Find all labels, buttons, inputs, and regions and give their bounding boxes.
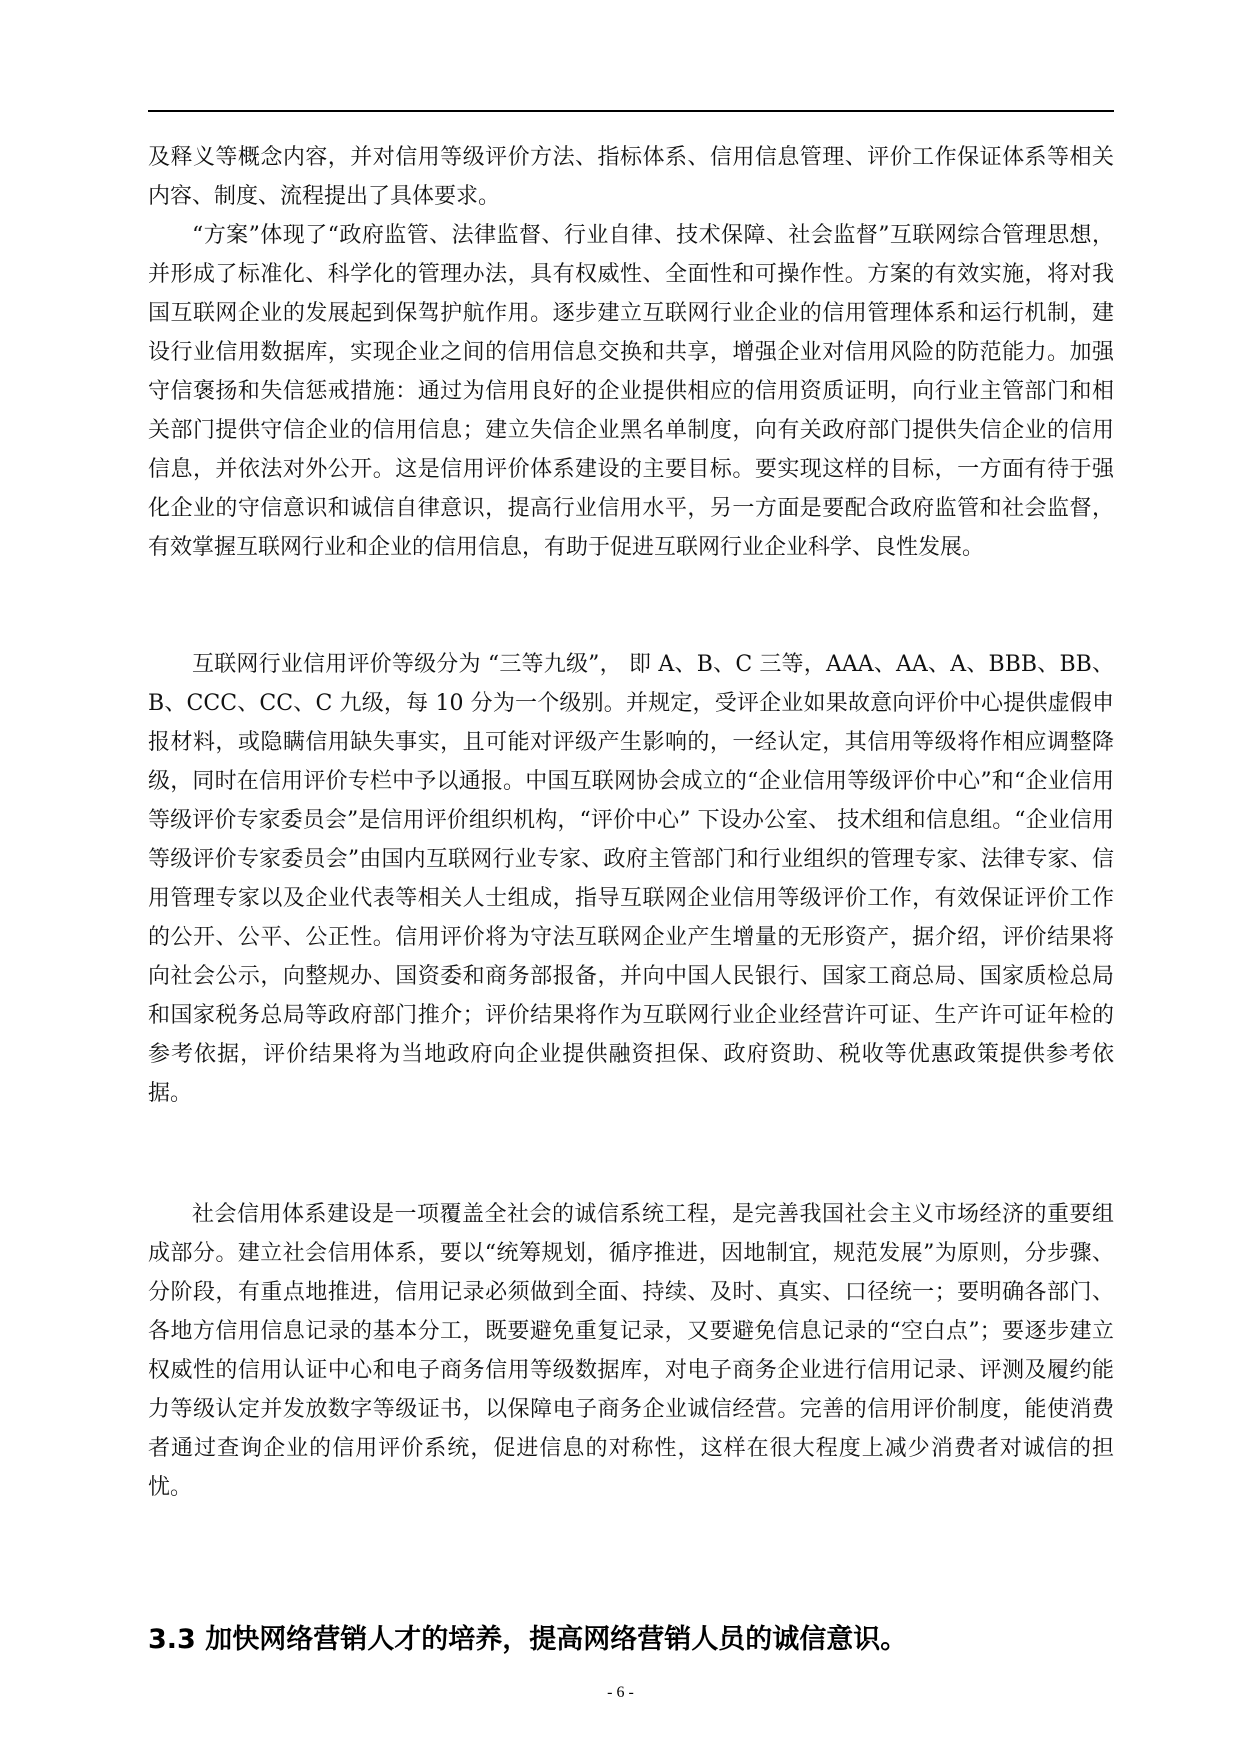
paragraph-2: “方案”体现了“政府监管、法律监督、行业自律、技术保障、社会监督”互联网综合管理思想，并形成了标准化、科学化的管理办法，具有权威性、全面性和可操作性。方案的有效实施，将对我国互联网企业的发展起到保驾护航作用。逐步建立互联网行业企业的信用管理体系和运行机制，建设行业信用数据库，实现企业之间的信用信息交换和共享，增强企业对信用风险的防范能力。加强守信褒扬和失信惩戒措施：通过为信用良好的企业提供相应的信用资质证明，向行业主管部门和相关部门提供守信企业的信用信息；建立失信企业黑名单制度，向有关政府部门提供失信企业的信用信息，并依法对外公开。这是信用评价体系建设的主要目标。要实现这样的目标，一方面有待于强化企业的守信意识和诚信自律意识，提高行业信用水平，另一方面是要配合政府监管和社会监督，有效掌握互联网行业和企业的信用信息，有助于促进互联网行业企业科学、良性发展。	[148, 223, 1114, 560]
page-number: - 6 -	[607, 1684, 634, 1701]
paragraph-4: 社会信用体系建设是一项覆盖全社会的诚信系统工程，是完善我国社会主义市场经济的重要组成部分。建立社会信用体系，要以“统筹规划，循序推进，因地制宜，规范发展”为原则，分步骤、分阶段，有重点地推进，信用记录必须做到全面、持续、及时、真实、口径统一；要明确各部门、各地方信用信息记录的基本分工，既要避免重复记录，又要避免信息记录的“空白点”；要逐步建立权威性的信用认证中心和电子商务信用等级数据库，对电子商务企业进行信用记录、评测及履约能力等级认定并发放数字等级证书，以保障电子商务企业诚信经营。完善的信用评价制度，能使消费者通过查询企业的信用评价系统，促进信息的对称性，这样在很大程度上减少消费者对诚信的担忧。	[148, 1202, 1114, 1500]
section-heading: 3.3 加快网络营销人才的培养，提高网络营销人员的诚信意识。	[148, 1624, 908, 1655]
header-rule	[148, 110, 1114, 112]
paragraph-3: 互联网行业信用评价等级分为 “三等九级”， 即 A、B、C 三等，AAA、AA、A、BBB、BB、B、CCC、CC、C 九级，每 10 分为一个级别。并规定，受评企业如果故意向评价中心提供虚假申报材料，或隐瞒信用缺失事实，且可能对评级产生影响的，一经认定，其信用等级将作相应调整降级，同时在信用评价专栏中予以通报。中国互联网协会成立的“企业信用等级评价中心”和“企业信用等级评价专家委员会”是信用评价组织机构，“评价中心” 下设办公室、 技术组和信息组。“企业信用等级评价专家委员会”由国内互联网行业专家、政府主管部门和行业组织的管理专家、法律专家、信用管理专家以及企业代表等相关人士组成，指导互联网企业信用等级评价工作，有效保证评价工作的公开、公平、公正性。信用评价将为守法互联网企业产生增量的无形资产，据介绍，评价结果将向社会公示，向整规办、国资委和商务部报备，并向中国人民银行、国家工商总局、国家质检总局和国家税务总局等政府部门推介；评价结果将作为互联网行业企业经营许可证、生产许可证年检的参考依据，评价结果将为当地政府向企业提供融资担保、政府资助、税收等优惠政策提供参考依据。	[148, 652, 1114, 1106]
paragraph-1: 及释义等概念内容，并对信用等级评价方法、指标体系、信用信息管理、评价工作保证体系等相关内容、制度、流程提出了具体要求。	[148, 145, 1114, 209]
